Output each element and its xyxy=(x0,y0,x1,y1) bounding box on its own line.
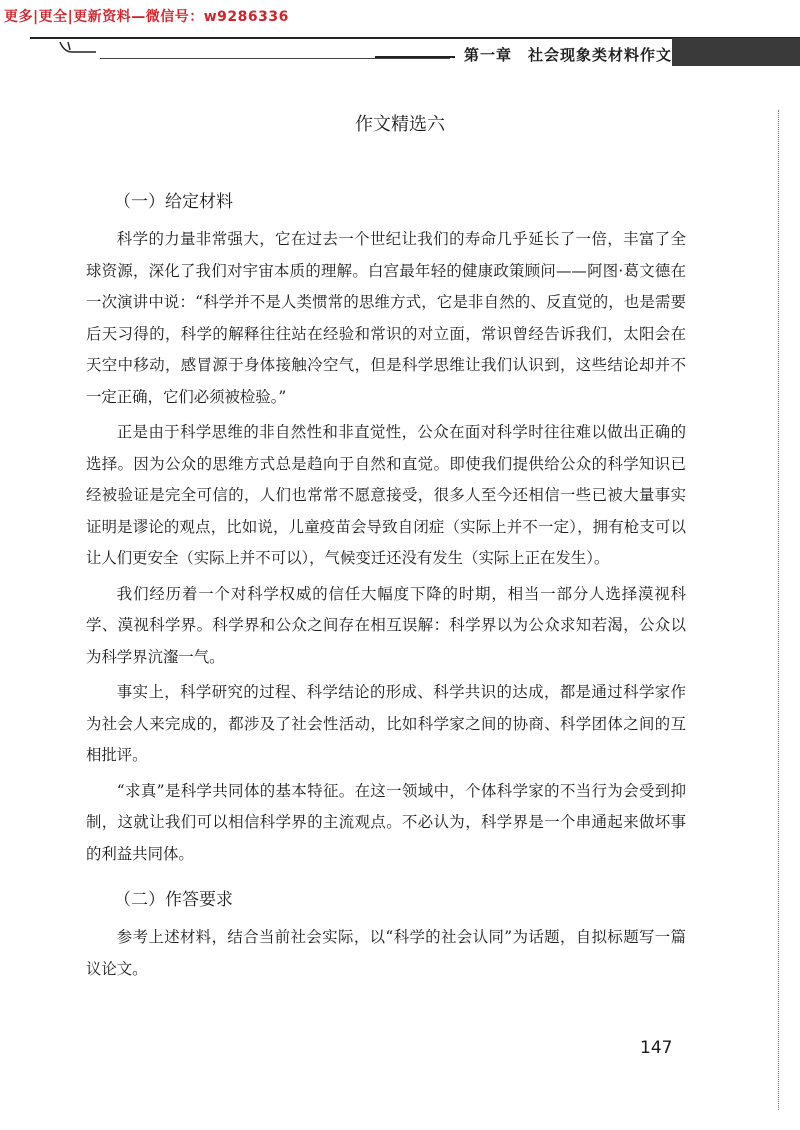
header-ornament-icon xyxy=(58,40,98,56)
paragraph: “求真”是科学共同体的基本特征。在这一领域中，个体科学家的不当行为会受到抑制，这就让我们可以相信科学界的主流观点。不必认为，科学界是一个串通起来做坏事的利益共同体。 xyxy=(86,781,686,863)
header-thick-rule xyxy=(375,56,455,58)
paragraph: 事实上，科学研究的过程、科学结论的形成、科学共识的达成，都是通过科学家作为社会人来完成的，都涉及了社会性活动，比如科学家之间的协商、科学团体之间的互相批评。 xyxy=(86,683,686,764)
chapter-header: 第一章 社会现象类材料作文 xyxy=(464,46,673,64)
paragraph: 科学的力量非常强大，它在过去一个世纪让我们的寿命几乎延长了一倍，丰富了全球资源，深化了我们对宇宙本质的理解。白宫最年轻的健康政策顾问——阿图·葛文德在一次演讲中说：“科学并不是人类惯常的思维方式，它是非自然的、反直觉的，也是需要后天习得的，科学的解释往往站在经验和常识的对立面，常识曾经告诉我们，太阳会在天空中移动，感冒源于身体接触冷空气，但是科学思维让我们认识到，这些结论却并不一定正确，它们必须被检验。” xyxy=(86,230,686,406)
section-heading-requirements: （二）作答要求 xyxy=(114,890,233,910)
paragraph: 我们经历着一个对科学权威的信任大幅度下降的时期，相当一部分人选择漠视科学、漠视科学界。科学界和公众之间存在相互误解：科学界以为公众求知若渴，公众以为科学界沆瀣一气。 xyxy=(86,584,686,666)
paragraph: 正是由于科学思维的非自然性和非直觉性，公众在面对科学时往往难以做出正确的选择。因为公众的思维方式总是趋向于自然和直觉。即使我们提供给公众的科学知识已经被验证是完全可信的，人们也常常不愿意接受，很多人至今还相信一些已被大量事实证明是谬论的观点，比如说，儿童疫苗会导致自闭症（实际上并不一定），拥有枪支可以让人们更安全（实际上并不可以），气候变迁还没有发生（实际上正在发生）。 xyxy=(86,423,686,567)
document-body xyxy=(86,186,686,989)
page-title: 作文精选六 xyxy=(355,114,445,135)
header-thin-rule xyxy=(100,58,450,59)
watermark-text: 更多|更全|更新资料—微信号：w9286336 xyxy=(4,9,289,25)
page-number: 147 xyxy=(640,1038,673,1058)
header-dark-block xyxy=(672,38,800,66)
section-heading-materials: （一）给定材料 xyxy=(114,192,233,212)
margin-dotted-rule xyxy=(778,110,779,1110)
paragraph: 参考上述材料，结合当前社会实际，以“科学的社会认同”为话题，自拟标题写一篇议论文。 xyxy=(86,928,686,978)
